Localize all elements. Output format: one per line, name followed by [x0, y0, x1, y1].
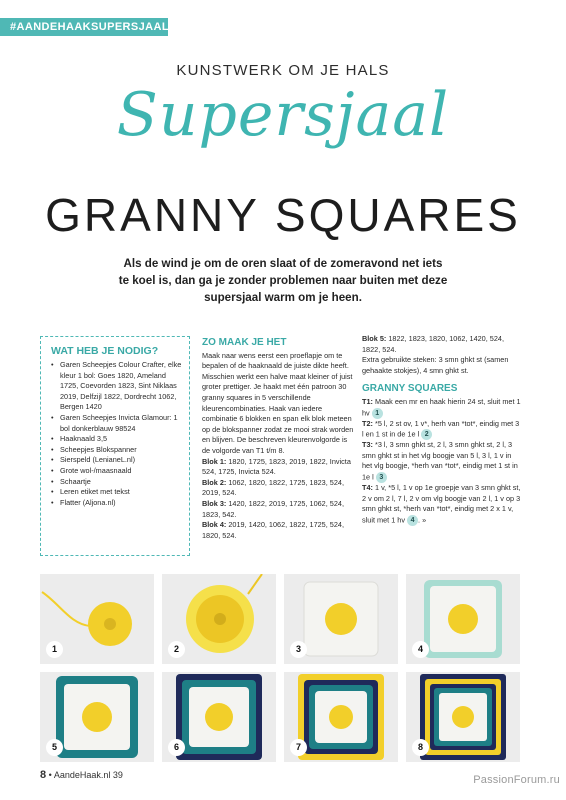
list-item: • Schaartje: [51, 477, 183, 488]
round-label: T1:: [362, 396, 373, 406]
block-colors: 1822, 1823, 1820, 1062, 1420, 524, 1822, 524.: [362, 334, 504, 354]
watermark: PassionForum.ru: [473, 774, 560, 786]
round-text: Maak een mr en haak hierin 24 st, sluit met 1 hv: [362, 396, 521, 417]
round-text: *5 l, 2 st ov, 1 v*, herh van *tot*, eindig met 3 l en 1 st in de 1e l: [362, 418, 520, 439]
block-label: Blok 3:: [202, 498, 227, 508]
step-photo: [40, 574, 154, 664]
photo-number: 4: [412, 641, 429, 658]
block-line: [202, 499, 354, 520]
page-title: GRANNY SQUARES: [45, 189, 521, 241]
step-photo: [284, 574, 398, 664]
list-item: • Garen Scheepjes Invicta Glamour: 1 bol donkerblauw 98524: [51, 413, 183, 434]
instructions-heading: ZO MAAK JE HET: [202, 337, 287, 348]
page-number: 8: [40, 769, 47, 781]
list-item: • Leren etiket met tekst: [51, 487, 183, 498]
block-colors: 2019, 1420, 1062, 1822, 1725, 524, 1820, 524.: [202, 520, 344, 540]
materials-list: [51, 360, 183, 508]
block-line: [202, 478, 354, 499]
step-badge: 4: [407, 515, 418, 526]
list-item: • Garen Scheepjes Colour Crafter, elke kleur 1 bol: Goes 1820, Ameland 1725, Coevorden 1823, Sint Niklaas 2019, Delfzijl 1822, Dordrecht 1062, Bergen 1420: [51, 360, 183, 413]
list-item: • Scheepjes Blokspanner: [51, 445, 183, 456]
round-line: [362, 419, 522, 441]
photo-number: 1: [46, 641, 63, 658]
kicker-text: KUNSTWERK OM JE HALS: [176, 62, 390, 79]
photo-number: 2: [168, 641, 185, 658]
round-label: T2:: [362, 418, 373, 428]
block-label: Blok 2:: [202, 477, 227, 487]
step-photo: [40, 672, 154, 762]
list-item: • Grote wol-/maasnaald: [51, 466, 183, 477]
step-photo: [162, 574, 276, 664]
step-badge: 2: [421, 429, 432, 440]
round-label: T4:: [362, 482, 373, 492]
round-line: [362, 483, 522, 526]
materials-box: [40, 336, 190, 556]
instructions-intro: Maak naar wens eerst een proeflapje om te bepalen of de haaknaald de juiste dikte heeft. Misschien werkt een halve maat kleiner of juist groter prettiger. Je haakt met één patroon 30 granny squares in 5 verschillende kleurencombinaties. Haak van iedere combinatie 6 blokken en span elk blok meteen op de blokspanner zodat ze mooi strak worden en blijven. De beschreven kleurenvolgorde is de volgorde van T1 t/m 8.: [202, 350, 354, 455]
block-label: Blok 5:: [362, 334, 387, 343]
photo-number: 5: [46, 739, 63, 756]
footer-bullet: •: [48, 770, 52, 780]
round-text: *3 l, 3 smn ghkt st, 2 l, 3 smn ghkt st, 2 l, 3 smn ghkt st in het vlg boogje van 5 l, 3 l, 1 v in het vlg boogje, *herh van *tot*, eindig met 1 st in 1e l: [362, 440, 518, 482]
materials-heading: WAT HEB JE NODIG?: [51, 345, 159, 357]
block-colors: 1420, 1822, 2019, 1725, 1062, 524, 1823, 542.: [202, 498, 344, 519]
photo-number: 8: [412, 739, 429, 756]
step-photo: [406, 574, 520, 664]
page-footer: [40, 769, 123, 781]
pattern-column: [362, 334, 522, 526]
block-label: Blok 4:: [202, 520, 227, 530]
step-badge: 1: [372, 408, 383, 419]
step-photo: [284, 672, 398, 762]
list-item: • Sierspeld (LenianeL.nl): [51, 455, 183, 466]
list-item: • Haaknaald 3,5: [51, 434, 183, 445]
round-line: [362, 397, 522, 419]
photo-number: 6: [168, 739, 185, 756]
round-text: 1 v, *5 l, 1 v op 1e groepje van 3 smn ghkt st, 2 v om 2 l, 7 l, 2 v om vlg boogje van 2 l, 1 v op 3 smn ghkt st, *herh van *tot*, eindig met 2 x 1 v, sluit met 1 hv: [362, 482, 521, 525]
instructions-column: [202, 338, 354, 541]
step-photo: [162, 672, 276, 762]
lead-paragraph: Als de wind je om de oren slaat of de zomeravond net iets te koel is, dan ga je zonder problemen naar buiten met deze supersjaal warm om je heen.: [118, 257, 448, 304]
photo-number: 7: [290, 739, 307, 756]
block-line: [362, 334, 522, 355]
step-photo: [406, 672, 520, 762]
extra-stitches: Extra gebruikte steken: 3 smn ghkt st (samen gehaakte stokjes), 4 smn ghkt st.: [362, 355, 509, 375]
block-colors: 1820, 1725, 1823, 2019, 1822, Invicta 524, 1725, Invicta 524.: [202, 456, 351, 477]
hashtag-banner: #AANDEHAAKSUPERSJAAL: [0, 18, 168, 36]
footer-source: AandeHaak.nl 39: [53, 770, 123, 780]
block-line: [202, 457, 354, 478]
script-title: Supersjaal: [116, 80, 450, 150]
block-label: Blok 1:: [202, 456, 227, 466]
block-line: [202, 520, 354, 541]
list-item: • Flatter (Aljona.nl): [51, 498, 183, 509]
granny-heading: GRANNY SQUARES: [362, 383, 458, 395]
round-tail: . »: [418, 515, 427, 525]
round-label: T3:: [362, 440, 373, 450]
step-badge: 3: [376, 472, 387, 483]
round-line: [362, 440, 522, 483]
photo-number: 3: [290, 641, 307, 658]
block-colors: 1062, 1820, 1822, 1725, 1823, 524, 2019, 524.: [202, 477, 344, 498]
